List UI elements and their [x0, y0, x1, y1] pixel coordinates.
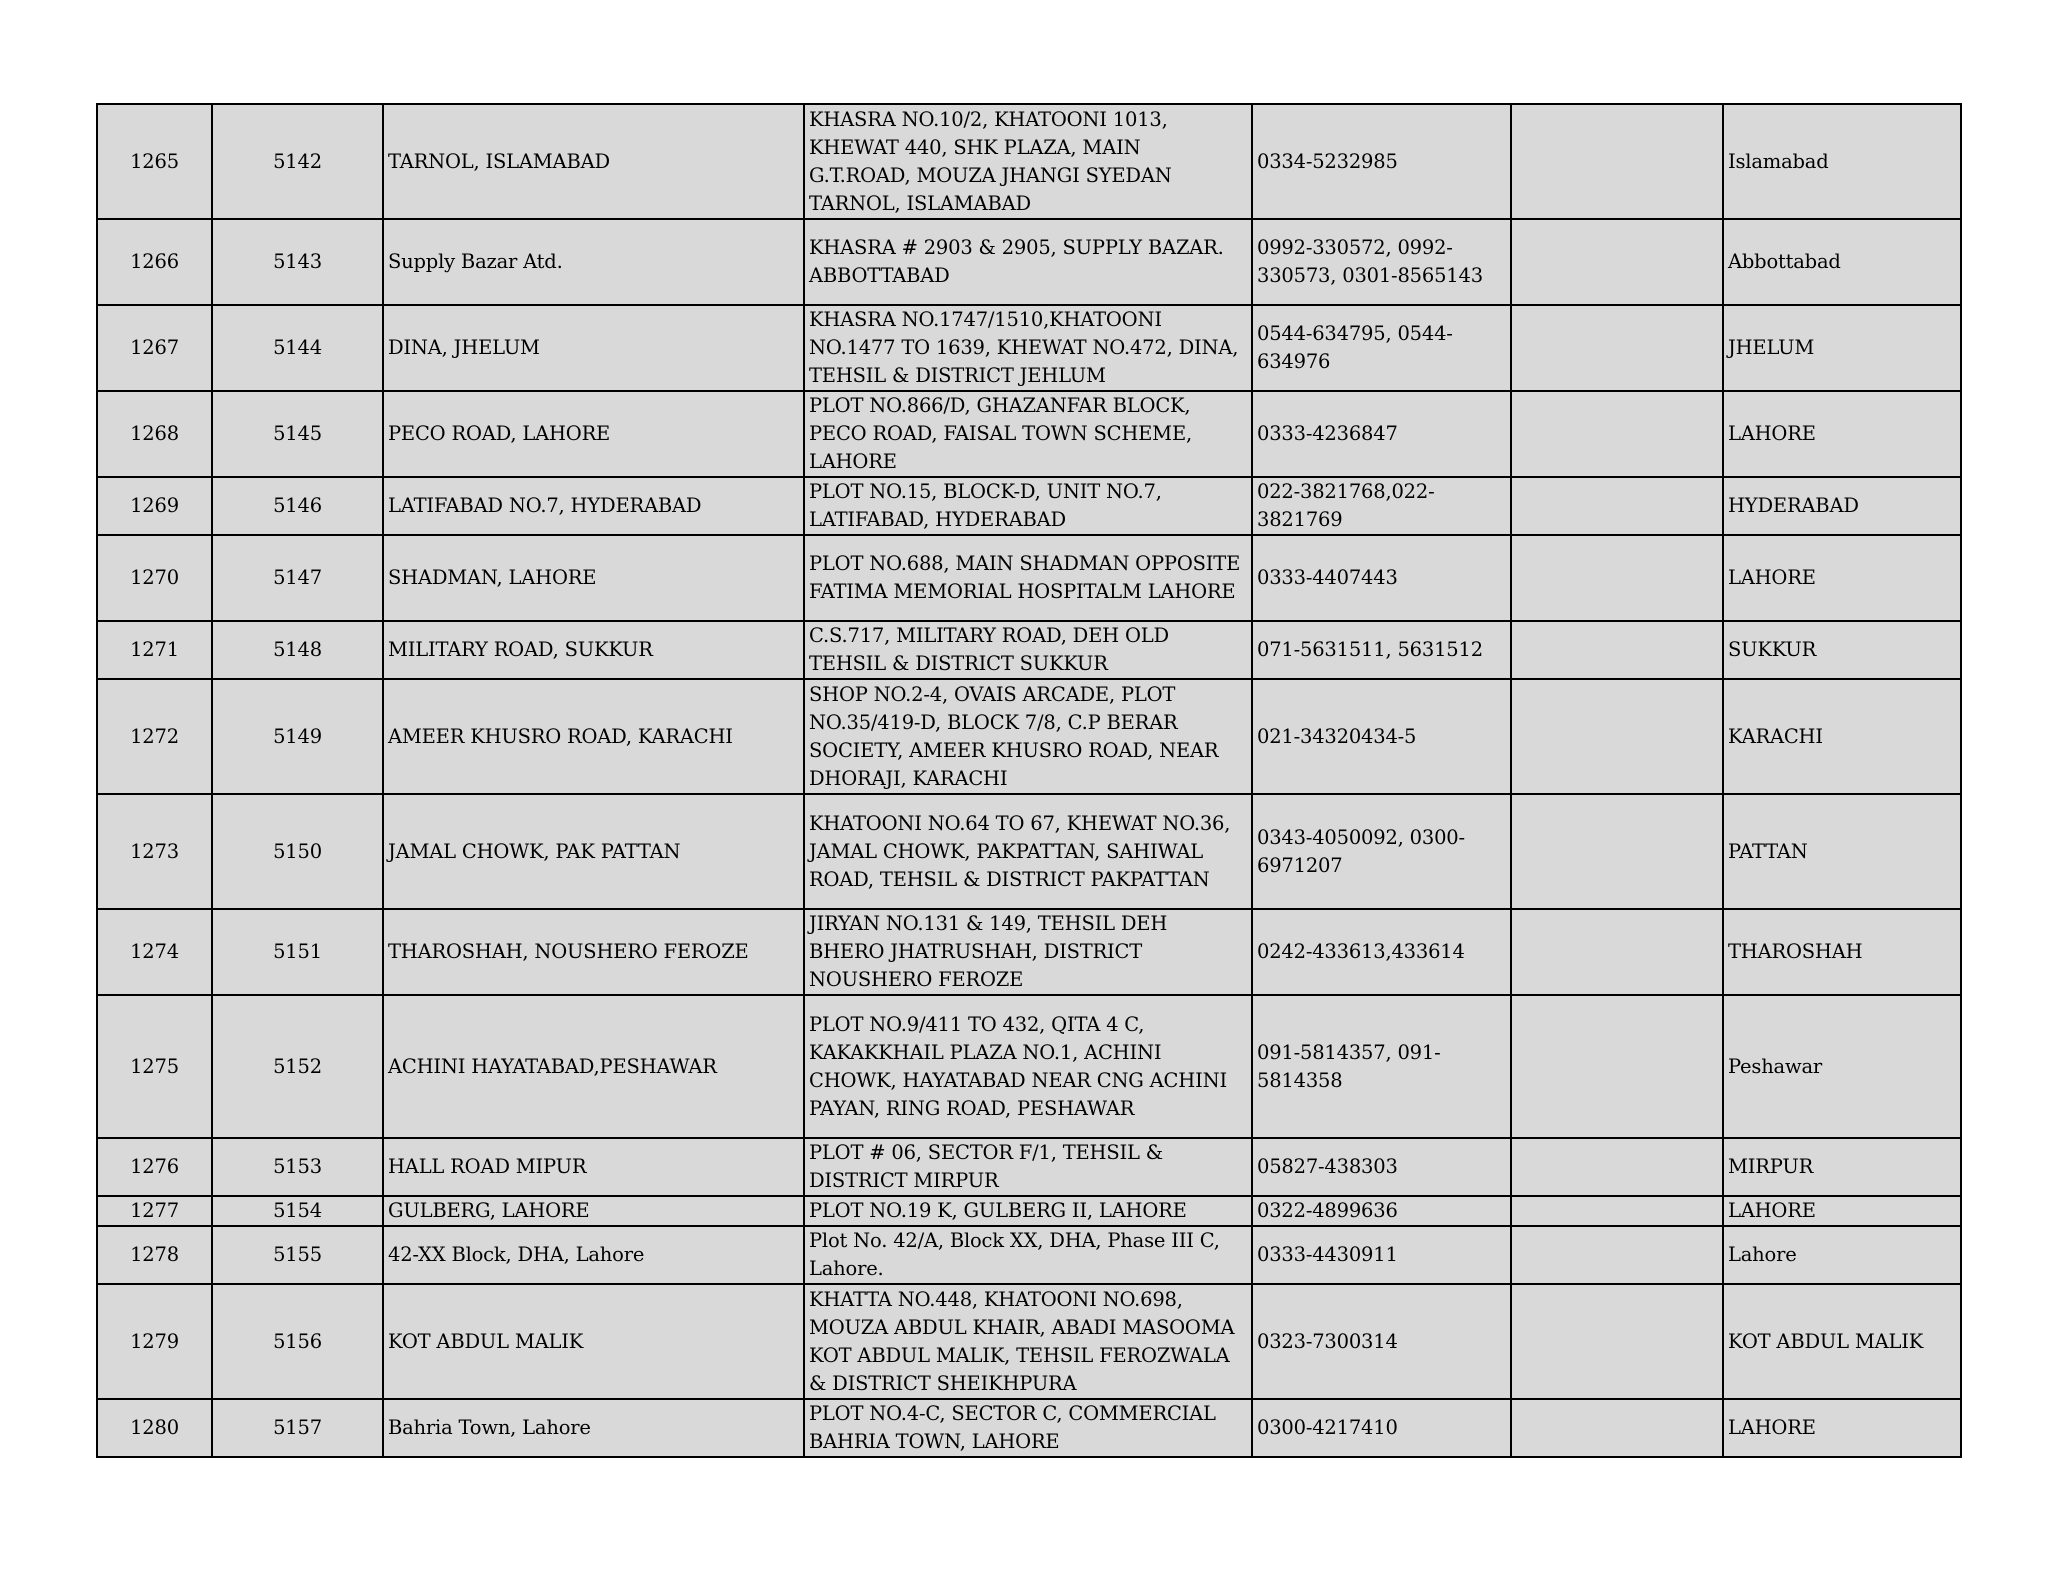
address-cell: PLOT NO.19 K, GULBERG II, LAHORE [804, 1196, 1252, 1226]
table-row [97, 995, 1961, 1138]
empty-cell [1511, 219, 1723, 305]
empty-cell [1511, 1138, 1723, 1196]
table-row [97, 1399, 1961, 1457]
phone-cell: 0333-4236847 [1252, 391, 1511, 477]
branch-name-cell: KOT ABDUL MALIK [383, 1284, 804, 1399]
serial-number-cell: 1272 [97, 679, 212, 794]
address-cell: JIRYAN NO.131 & 149, TEHSIL DEH BHERO JHATRUSHAH, DISTRICT NOUSHERO FEROZE [804, 909, 1252, 995]
branch-code-cell: 5143 [212, 219, 383, 305]
city-cell: SUKKUR [1723, 621, 1961, 679]
branch-name-cell: AMEER KHUSRO ROAD, KARACHI [383, 679, 804, 794]
empty-cell [1511, 305, 1723, 391]
city-cell: THAROSHAH [1723, 909, 1961, 995]
city-cell: PATTAN [1723, 794, 1961, 909]
phone-cell: 0992-330572, 0992-330573, 0301-8565143 [1252, 219, 1511, 305]
branch-name-cell: HALL ROAD MIPUR [383, 1138, 804, 1196]
serial-number-cell: 1276 [97, 1138, 212, 1196]
branch-code-cell: 5155 [212, 1226, 383, 1284]
city-cell: Abbottabad [1723, 219, 1961, 305]
branch-code-cell: 5142 [212, 104, 383, 219]
branch-code-cell: 5144 [212, 305, 383, 391]
serial-number-cell: 1268 [97, 391, 212, 477]
branch-name-cell: THAROSHAH, NOUSHERO FEROZE [383, 909, 804, 995]
branch-code-cell: 5152 [212, 995, 383, 1138]
phone-cell: 0333-4407443 [1252, 535, 1511, 621]
branch-code-cell: 5153 [212, 1138, 383, 1196]
table-row [97, 391, 1961, 477]
serial-number-cell: 1278 [97, 1226, 212, 1284]
city-cell: KARACHI [1723, 679, 1961, 794]
table-body [97, 104, 1961, 1457]
branch-name-cell: DINA, JHELUM [383, 305, 804, 391]
table-row [97, 1284, 1961, 1399]
city-cell: HYDERABAD [1723, 477, 1961, 535]
branch-name-cell: GULBERG, LAHORE [383, 1196, 804, 1226]
address-cell: KHASRA NO.10/2, KHATOONI 1013, KHEWAT 440, SHK PLAZA, MAIN G.T.ROAD, MOUZA JHANGI SYEDAN TARNOL, ISLAMABAD [804, 104, 1252, 219]
empty-cell [1511, 1196, 1723, 1226]
empty-cell [1511, 909, 1723, 995]
serial-number-cell: 1275 [97, 995, 212, 1138]
empty-cell [1511, 995, 1723, 1138]
address-cell: PLOT NO.866/D, GHAZANFAR BLOCK, PECO ROAD, FAISAL TOWN SCHEME, LAHORE [804, 391, 1252, 477]
table-row [97, 909, 1961, 995]
address-cell: PLOT NO.4-C, SECTOR C, COMMERCIAL BAHRIA TOWN, LAHORE [804, 1399, 1252, 1457]
serial-number-cell: 1267 [97, 305, 212, 391]
phone-cell: 071-5631511, 5631512 [1252, 621, 1511, 679]
phone-cell: 0242-433613,433614 [1252, 909, 1511, 995]
table-row [97, 219, 1961, 305]
branch-name-cell: TARNOL, ISLAMABAD [383, 104, 804, 219]
empty-cell [1511, 104, 1723, 219]
serial-number-cell: 1279 [97, 1284, 212, 1399]
branch-name-cell: JAMAL CHOWK, PAK PATTAN [383, 794, 804, 909]
empty-cell [1511, 1284, 1723, 1399]
branch-code-cell: 5154 [212, 1196, 383, 1226]
branch-code-cell: 5147 [212, 535, 383, 621]
city-cell: KOT ABDUL MALIK [1723, 1284, 1961, 1399]
city-cell: LAHORE [1723, 1196, 1961, 1226]
branch-name-cell: PECO ROAD, LAHORE [383, 391, 804, 477]
serial-number-cell: 1280 [97, 1399, 212, 1457]
empty-cell [1511, 794, 1723, 909]
city-cell: LAHORE [1723, 535, 1961, 621]
branch-name-cell: 42-XX Block, DHA, Lahore [383, 1226, 804, 1284]
table-row [97, 1196, 1961, 1226]
address-cell: KHASRA NO.1747/1510,KHATOONI NO.1477 TO 1639, KHEWAT NO.472, DINA, TEHSIL & DISTRICT JEHLUM [804, 305, 1252, 391]
city-cell: Islamabad [1723, 104, 1961, 219]
phone-cell: 091-5814357, 091-5814358 [1252, 995, 1511, 1138]
serial-number-cell: 1265 [97, 104, 212, 219]
phone-cell: 0300-4217410 [1252, 1399, 1511, 1457]
phone-cell: 021-34320434-5 [1252, 679, 1511, 794]
table-row [97, 535, 1961, 621]
city-cell: JHELUM [1723, 305, 1961, 391]
city-cell: LAHORE [1723, 391, 1961, 477]
serial-number-cell: 1270 [97, 535, 212, 621]
branch-name-cell: Supply Bazar Atd. [383, 219, 804, 305]
city-cell: LAHORE [1723, 1399, 1961, 1457]
serial-number-cell: 1266 [97, 219, 212, 305]
address-cell: C.S.717, MILITARY ROAD, DEH OLD TEHSIL & DISTRICT SUKKUR [804, 621, 1252, 679]
table-row [97, 1226, 1961, 1284]
branch-code-cell: 5157 [212, 1399, 383, 1457]
branch-name-cell: ACHINI HAYATABAD,PESHAWAR [383, 995, 804, 1138]
empty-cell [1511, 477, 1723, 535]
empty-cell [1511, 391, 1723, 477]
address-cell: PLOT # 06, SECTOR F/1, TEHSIL & DISTRICT MIRPUR [804, 1138, 1252, 1196]
empty-cell [1511, 535, 1723, 621]
branch-name-cell: Bahria Town, Lahore [383, 1399, 804, 1457]
empty-cell [1511, 1226, 1723, 1284]
branch-code-cell: 5150 [212, 794, 383, 909]
branch-code-cell: 5145 [212, 391, 383, 477]
city-cell: Lahore [1723, 1226, 1961, 1284]
table-row [97, 477, 1961, 535]
empty-cell [1511, 679, 1723, 794]
table-row [97, 679, 1961, 794]
city-cell: MIRPUR [1723, 1138, 1961, 1196]
branch-code-cell: 5146 [212, 477, 383, 535]
table-row [97, 1138, 1961, 1196]
address-cell: KHATOONI NO.64 TO 67, KHEWAT NO.36, JAMAL CHOWK, PAKPATTAN, SAHIWAL ROAD, TEHSIL & DISTRICT PAKPATTAN [804, 794, 1252, 909]
serial-number-cell: 1271 [97, 621, 212, 679]
table-row [97, 104, 1961, 219]
serial-number-cell: 1277 [97, 1196, 212, 1226]
empty-cell [1511, 621, 1723, 679]
table-row [97, 621, 1961, 679]
address-cell: PLOT NO.15, BLOCK-D, UNIT NO.7, LATIFABAD, HYDERABAD [804, 477, 1252, 535]
address-cell: PLOT NO.9/411 TO 432, QITA 4 C, KAKAKKHAIL PLAZA NO.1, ACHINI CHOWK, HAYATABAD NEAR CNG ACHINI PAYAN, RING ROAD, PESHAWAR [804, 995, 1252, 1138]
phone-cell: 0334-5232985 [1252, 104, 1511, 219]
phone-cell: 05827-438303 [1252, 1138, 1511, 1196]
branch-code-cell: 5151 [212, 909, 383, 995]
phone-cell: 0544-634795, 0544-634976 [1252, 305, 1511, 391]
phone-cell: 0343-4050092, 0300-6971207 [1252, 794, 1511, 909]
phone-cell: 0333-4430911 [1252, 1226, 1511, 1284]
branch-name-cell: LATIFABAD NO.7, HYDERABAD [383, 477, 804, 535]
branch-code-cell: 5149 [212, 679, 383, 794]
city-cell: Peshawar [1723, 995, 1961, 1138]
empty-cell [1511, 1399, 1723, 1457]
branch-code-cell: 5148 [212, 621, 383, 679]
phone-cell: 0322-4899636 [1252, 1196, 1511, 1226]
address-cell: PLOT NO.688, MAIN SHADMAN OPPOSITE FATIMA MEMORIAL HOSPITALM LAHORE [804, 535, 1252, 621]
address-cell: KHATTA NO.448, KHATOONI NO.698, MOUZA ABDUL KHAIR, ABADI MASOOMA KOT ABDUL MALIK, TEHSIL FEROZWALA & DISTRICT SHEIKHPURA [804, 1284, 1252, 1399]
branch-code-cell: 5156 [212, 1284, 383, 1399]
address-cell: SHOP NO.2-4, OVAIS ARCADE, PLOT NO.35/419-D, BLOCK 7/8, C.P BERAR SOCIETY, AMEER KHUSRO ROAD, NEAR DHORAJI, KARACHI [804, 679, 1252, 794]
serial-number-cell: 1274 [97, 909, 212, 995]
address-cell: Plot No. 42/A, Block XX, DHA, Phase III C, Lahore. [804, 1226, 1252, 1284]
branch-list-table [96, 103, 1962, 1458]
branch-name-cell: SHADMAN, LAHORE [383, 535, 804, 621]
address-cell: KHASRA # 2903 & 2905, SUPPLY BAZAR. ABBOTTABAD [804, 219, 1252, 305]
table-row [97, 305, 1961, 391]
branch-name-cell: MILITARY ROAD, SUKKUR [383, 621, 804, 679]
serial-number-cell: 1273 [97, 794, 212, 909]
phone-cell: 0323-7300314 [1252, 1284, 1511, 1399]
phone-cell: 022-3821768,022-3821769 [1252, 477, 1511, 535]
table-row [97, 794, 1961, 909]
serial-number-cell: 1269 [97, 477, 212, 535]
